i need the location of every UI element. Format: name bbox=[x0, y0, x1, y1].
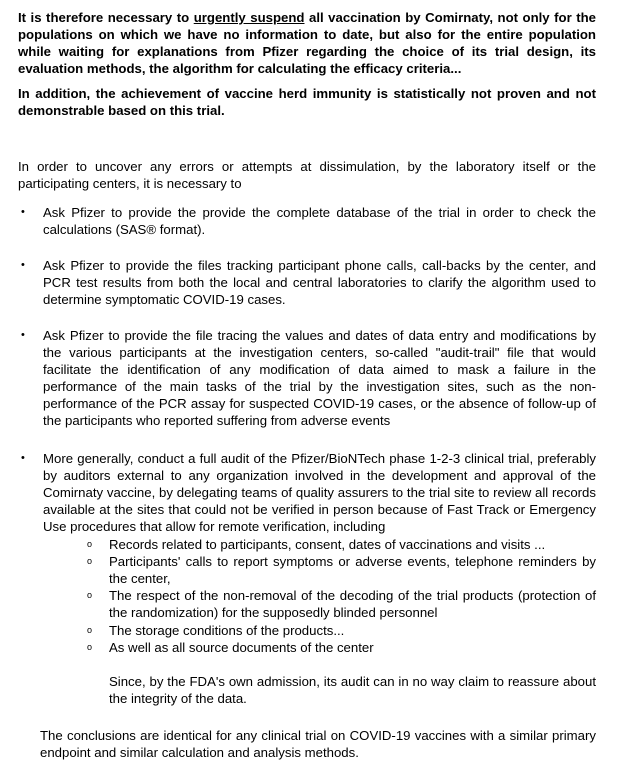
bullet-marker-1: • bbox=[21, 206, 25, 218]
sub-bullet-marker-2: o bbox=[87, 556, 93, 566]
bullet-marker-2: • bbox=[21, 259, 25, 271]
intro-p1-part2: all vaccination by Comirnaty, not only for the populations on which we have no information to date, but also for the entire population while waiting for explanations from Pfizer regarding the choice of its trial design, its evaluation methods, the algorithm for calculating the efficacy criteria... bbox=[18, 10, 597, 76]
bullet-item-4: More generally, conduct a full audit of the Pfizer/BioNTech phase 1-2-3 clinical trial, preferably by auditors external to any organization involved in the development and approval of the Comirnaty vaccine, by delegating teams of quality assurers to the trial site to review all records available at the sites that could not be verified in person because of Fast Track or Emergency Use procedures that allow for remote verification, including bbox=[43, 451, 596, 534]
intro-p1-part1: It is therefore necessary to bbox=[18, 10, 194, 25]
bullet-item-2: Ask Pfizer to provide the files tracking participant phone calls, call-backs by the center, and PCR test results from both the local and central laboratories to clarify the algorithm used to determine symptomatic COVID-19 cases. bbox=[43, 258, 596, 307]
sub-item-2: Participants' calls to report symptoms or adverse events, telephone reminders by the center, bbox=[109, 554, 596, 586]
sub-item-1: Records related to participants, consent, dates of vaccinations and visits ... bbox=[109, 537, 546, 552]
urgently-suspend-text: urgently suspend bbox=[193, 10, 305, 25]
intro-paragraph-1 bbox=[18, 9, 596, 77]
sub-bullet-marker-1: o bbox=[87, 539, 93, 549]
sub-item-5: As well as all source documents of the center bbox=[109, 640, 374, 655]
sub-item-4: The storage conditions of the products... bbox=[109, 623, 345, 638]
sub-bullet-marker-4: o bbox=[87, 625, 93, 635]
bullet-marker-4: • bbox=[21, 452, 25, 464]
sub-bullet-marker-3: o bbox=[87, 590, 93, 600]
sub-item-3: The respect of the non-removal of the decoding of the trial products (protection of the randomization) for the supposedly blinded personnel bbox=[109, 588, 596, 620]
sub-bullet-marker-5: o bbox=[87, 642, 93, 652]
bullet-marker-3: • bbox=[21, 329, 25, 341]
bullet-item-3: Ask Pfizer to provide the file tracing the values and dates of data entry and modifications by the various participants at the investigation centers, so-called "audit-trail" file that would facilitate the identification of any modification of data aimed to mask a failure in the performance of the main tasks of the trial by the investigation sites, such as the non-performance of the PCR assay for suspected COVID-19 cases, or the absence of follow-up of the participants who reported suffering from adverse events bbox=[43, 328, 596, 428]
lead-paragraph: In order to uncover any errors or attempts at dissimulation, by the laboratory itself or the participating centers, it is necessary to bbox=[18, 159, 596, 191]
intro-paragraph-2: In addition, the achievement of vaccine herd immunity is statistically not proven and not demonstrable based on this trial. bbox=[18, 86, 596, 118]
fda-note-paragraph: Since, by the FDA's own admission, its audit can in no way claim to reassure about the integrity of the data. bbox=[109, 674, 596, 706]
bullet-item-1: Ask Pfizer to provide the provide the complete database of the trial in order to check the calculations (SAS® format). bbox=[43, 205, 596, 237]
conclusion-paragraph: The conclusions are identical for any clinical trial on COVID-19 vaccines with a similar primary endpoint and similar calculation and analysis methods. bbox=[40, 728, 596, 760]
